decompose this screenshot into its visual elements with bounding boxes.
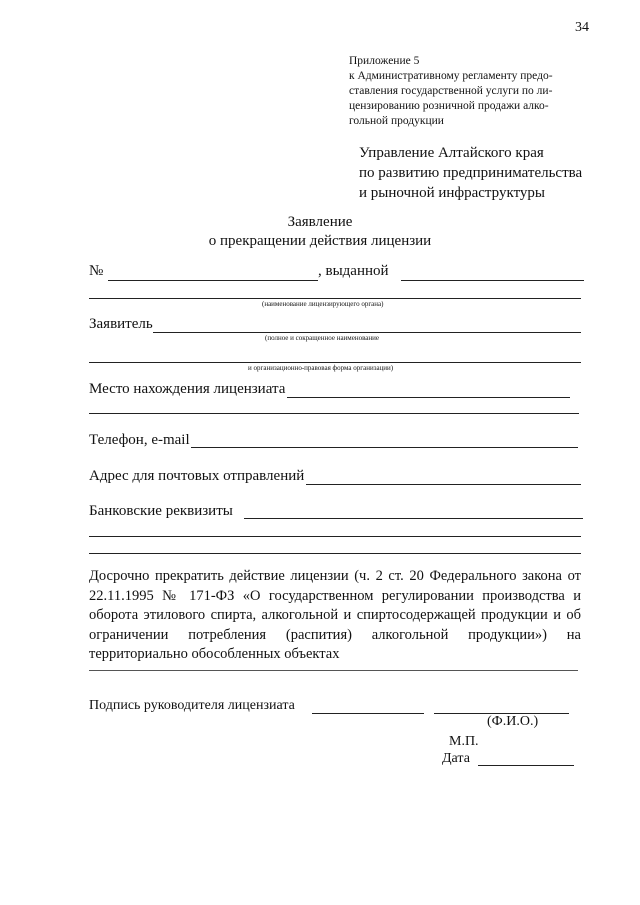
issuer-caption: (наименование лицензирующего органа) xyxy=(262,300,384,308)
document-heading xyxy=(0,213,640,251)
recipient-line: и рыночной инфраструктуры xyxy=(359,185,545,201)
location-field-continued[interactable] xyxy=(89,413,579,414)
issued-label: , выданной xyxy=(318,263,389,279)
appendix-title: Приложение 5 xyxy=(349,55,420,67)
phone-email-field[interactable] xyxy=(191,447,578,448)
appendix-line: цензированию розничной продажи алко- xyxy=(349,100,549,112)
fio-caption: (Ф.И.О.) xyxy=(487,714,539,729)
stamp-label: М.П. xyxy=(449,734,479,749)
statement-paragraph: Досрочно прекратить действие лицензии (ч. 2 ст. 20 Федерального закона от 22.11.1995 № 171-ФЗ «О государственном регулировании производства и оборота этилового спирта, алкогольной и спиртосодержащей продукции и об ограничении потребления (распития) алкогольной продукции») на территориально обособленных объектах xyxy=(89,568,581,662)
bank-details-field[interactable] xyxy=(244,518,583,519)
appendix-block xyxy=(349,54,553,129)
heading-title: Заявление xyxy=(287,214,353,230)
legal-form-caption: и организационно-правовая форма организации) xyxy=(248,364,394,372)
date-label: Дата xyxy=(442,751,470,766)
page-number: 34 xyxy=(575,20,589,35)
bank-label: Банковские реквизиты xyxy=(89,503,233,519)
applicant-label: Заявитель xyxy=(89,316,153,332)
bank-details-field-3[interactable] xyxy=(89,553,581,554)
postal-label: Адрес для почтовых отправлений xyxy=(89,468,305,484)
issued-by-field[interactable] xyxy=(401,280,584,281)
location-label: Место нахождения лицензиата xyxy=(89,381,286,397)
number-label: № xyxy=(89,263,104,279)
date-field[interactable] xyxy=(478,765,574,766)
appendix-line: гольной продукции xyxy=(349,115,444,127)
applicant-name-field[interactable] xyxy=(153,332,581,333)
heading-subtitle: о прекращении действия лицензии xyxy=(208,233,432,249)
issuer-field-continued[interactable] xyxy=(89,298,581,299)
applicant-caption: (полное и сокращенное наименование xyxy=(265,334,380,342)
objects-field[interactable] xyxy=(89,670,578,671)
recipient-line: Управление Алтайского края xyxy=(359,145,544,161)
recipient-block xyxy=(359,143,582,203)
postal-address-field[interactable] xyxy=(306,484,581,485)
applicant-form-field[interactable] xyxy=(89,362,581,363)
appendix-line: к Административному регламенту предо- xyxy=(349,70,553,82)
appendix-line: ставления государственной услуги по ли- xyxy=(349,85,553,97)
phone-label: Телефон, e-mail xyxy=(89,432,190,448)
bank-details-field-2[interactable] xyxy=(89,536,581,537)
recipient-line: по развитию предпринимательства xyxy=(359,165,583,181)
location-field[interactable] xyxy=(287,397,570,398)
license-number-field[interactable] xyxy=(108,280,318,281)
signature-label: Подпись руководителя лицензиата xyxy=(89,698,295,713)
signature-field[interactable] xyxy=(312,713,424,714)
